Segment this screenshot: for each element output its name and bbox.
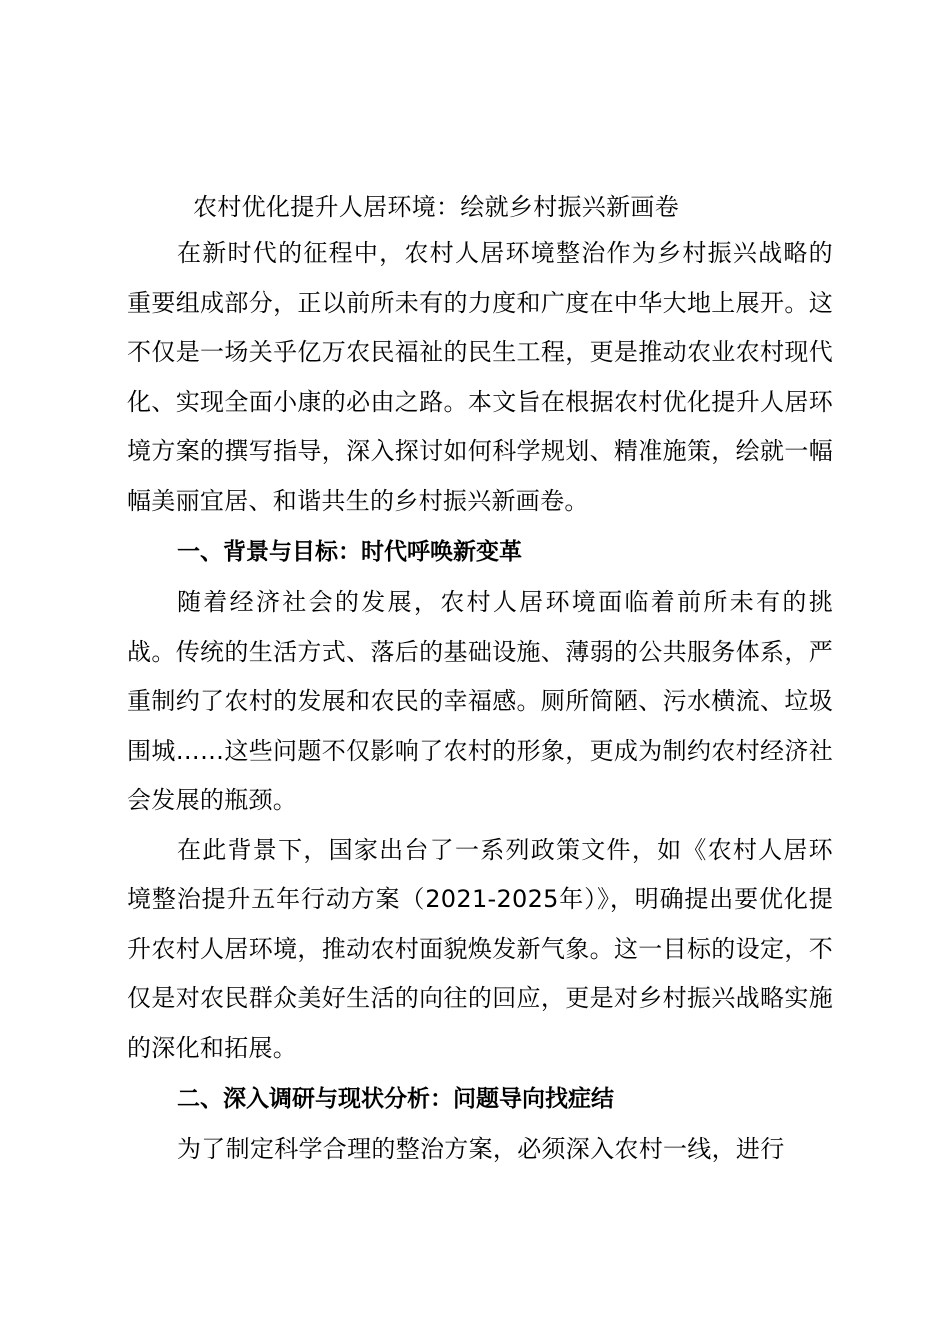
document-title: 农村优化提升人居环境：绘就乡村振兴新画卷 (193, 193, 679, 221)
background-paragraph-1: 随着经济社会的发展，农村人居环境面临着前所未有的挑战。传统的生活方式、落后的基础设施、薄弱的公共服务体系，严重制约了农村的发展和农民的幸福感。厕所简陋、污水横流、垃圾围城……这些问题不仅影响了农村的形象，更成为制约农村经济社会发展的瓶颈。 (127, 588, 833, 814)
research-paragraph-1: 为了制定科学合理的整治方案，必须深入农村一线，进行 (177, 1135, 785, 1163)
document-page (127, 185, 833, 1175)
intro-paragraph: 在新时代的征程中，农村人居环境整治作为乡村振兴战略的重要组成部分，正以前所未有的力度和广度在中华大地上展开。这不仅是一场关乎亿万农民福祉的民生工程，更是推动农业农村现代化、实现全面小康的必由之路。本文旨在根据农村优化提升人居环境方案的撰写指导，深入探讨如何科学规划、精准施策，绘就一幅幅美丽宜居、和谐共生的乡村振兴新画卷。 (127, 239, 833, 515)
section-heading-research: 二、深入调研与现状分析：问题导向找症结 (177, 1086, 614, 1112)
background-paragraph-2: 在此背景下，国家出台了一系列政策文件，如《农村人居环境整治提升五年行动方案（2021-2025年）》，明确提出要优化提升农村人居环境，推动农村面貌焕发新气象。这一目标的设定，不仅是对农民群众美好生活的向往的回应，更是对乡村振兴战略实施的深化和拓展。 (127, 835, 833, 1062)
section-heading-background: 一、背景与目标：时代呼唤新变革 (177, 539, 522, 565)
